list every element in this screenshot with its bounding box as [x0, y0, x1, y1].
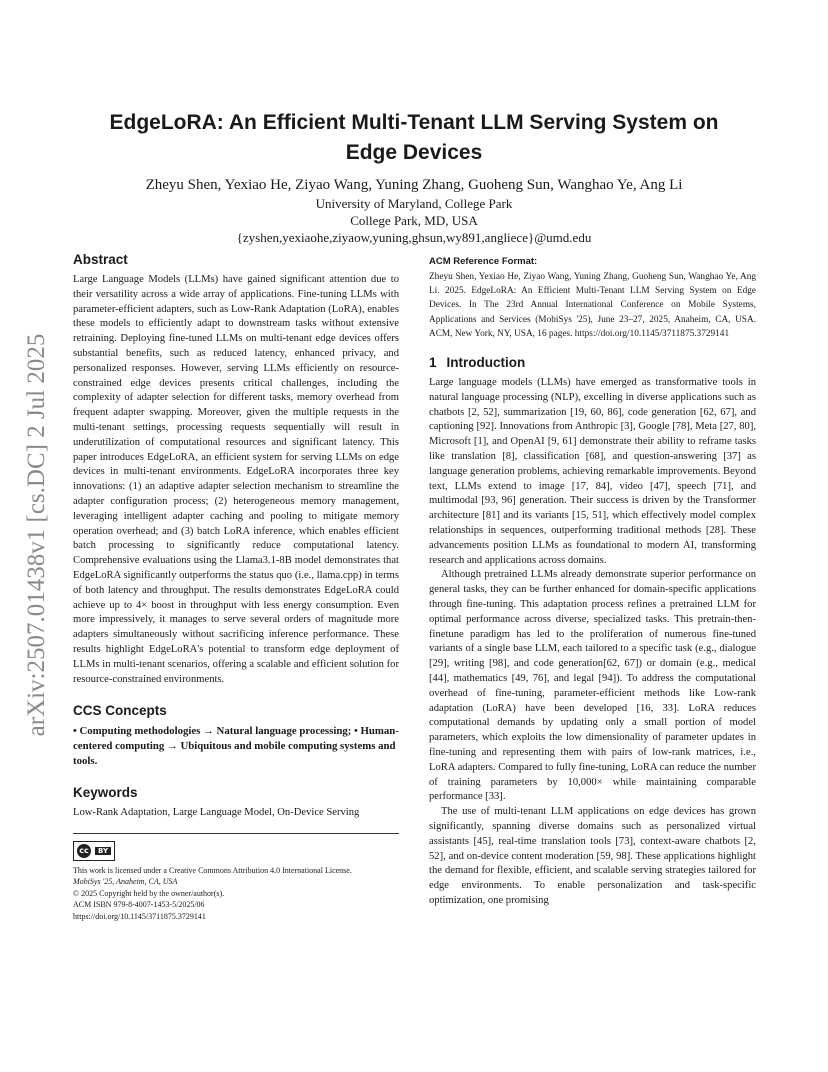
- title-line-1: EdgeLoRA: An Efficient Multi-Tenant LLM Serving System on: [109, 111, 719, 134]
- left-column: [73, 252, 399, 922]
- paper-title: [60, 108, 768, 168]
- acm-ref-text: Zheyu Shen, Yexiao He, Ziyao Wang, Yuning Zhang, Guoheng Sun, Wanghao Ye, Ang Li. 2025. EdgeLoRA: An Efficient Multi-Tenant LLM Serving System on Edge Devices. In The 23rd Annual International Conference on Mobile Systems, Applications and Services (MobiSys '25), June 23–27, 2025, Anaheim, CA, USA. ACM, New York, NY, USA, 16 pages. https://doi.org/10.1145/3711875.3729141: [429, 272, 756, 339]
- arxiv-identifier: arXiv:2507.01438v1 [cs.DC] 2 Jul 2025: [23, 333, 50, 737]
- author-list: Zheyu Shen, Yexiao He, Ziyao Wang, Yuning Zhang, Guoheng Sun, Wanghao Ye, Ang Li: [145, 177, 683, 193]
- keywords-text: Low-Rank Adaptation, Large Language Model, On-Device Serving: [73, 806, 360, 818]
- cc-by-license-icon: [73, 841, 115, 861]
- venue-line: MobiSys '25, Anaheim, CA, USA: [73, 877, 178, 886]
- right-column: [429, 256, 756, 909]
- email-list: {zyshen,yexiaohe,ziyaow,yuning,ghsun,wy891,angliece}@umd.edu: [236, 230, 592, 245]
- location: College Park, MD, USA: [350, 213, 478, 228]
- section-title: Introduction: [446, 355, 526, 371]
- ccs-text: • Computing methodologies → Natural language processing; • Human-centered computing → Ubiquitous and mobile computing systems and tools.: [73, 725, 399, 767]
- title-line-2: Edge Devices: [345, 141, 483, 164]
- copyright-line: © 2025 Copyright held by the owner/author(s).: [73, 888, 225, 898]
- introduction-heading: [429, 355, 756, 370]
- abstract-text: Large Language Models (LLMs) have gained significant attention due to their versatility across a wide array of applications. Fine-tuning LLMs with parameter-efficient adapters, such as Low-Rank Adaptation (LoRA), enables these models to efficiently adapt to downstream tasks without extensive retraining. Deploying fine-tuned LLMs on multi-tenant edge devices offers substantial benefits, such as reduced latency, enhanced privacy, and personalized responses. However, serving LLMs efficiently on resource-constrained edge devices presents critical challenges, including the complexity of adapter selection for different tasks, memory overhead from frequent adapter swapping. Moreover, given the multiple requests in the multi-tenant settings, processing requests sequentially will result in underutilization of computational resources and significant latency. This paper introduces EdgeLoRA, an efficient system for serving LLMs on edge devices in multi-tenant environments. EdgeLoRA incorporates three key innovations: (1) an adaptive adapter selection mechanism to streamline the adapter configuration process; (2) heterogeneous memory management, leveraging intelligent adapter caching and pooling to mitigate memory operation overhead; and (3) batch LoRA inference, which enables efficient batch processing to significantly reduce computational latency. Comprehensive evaluations using the Llama3.1-8B model demonstrates that EdgeLoRA significantly outperforms the status quo (i.e., llama.cpp) in terms of both latency and throughput. The results demonstrates EdgeLoRA could achieve up to 4× boost in throughput with less energy consumption. Even more impressively, it manages to serve several orders of magnitude more adapters simultaneously without sacrificing inference performance. These results highlight EdgeLoRA's potential to transform edge deployment of LLMs in multi-tenant scenarios, offering a scalable and efficient solution for resource-constrained environments.: [73, 274, 399, 685]
- affiliation: University of Maryland, College Park: [315, 196, 513, 211]
- abstract-heading: Abstract: [73, 252, 128, 267]
- acm-ref-heading: ACM Reference Format:: [429, 256, 538, 267]
- doi-line[interactable]: https://doi.org/10.1145/3711875.3729141: [73, 911, 206, 921]
- license-footnote: [73, 865, 399, 923]
- keywords-heading: Keywords: [73, 784, 138, 800]
- license-line: This work is licensed under a Creative Commons Attribution 4.0 International License.: [73, 865, 352, 875]
- section-number: 1: [429, 355, 437, 371]
- ccs-heading: CCS Concepts: [73, 703, 167, 719]
- isbn-line: ACM ISBN 979-8-4007-1453-5/2025/06: [73, 900, 205, 909]
- cc-icon: cc: [77, 844, 91, 858]
- intro-paragraph-1: Large language models (LLMs) have emerged as transformative tools in natural language processing (NLP), excelling in diverse applications such as chatbots [2, 52], summarization [19, 60, 86], code generation [62, 67], and captioning [92]. Innovations from Anthropic [3], Google [78], Meta [27, 80], Microsoft [1], and OpenAI [9, 61] demonstrate their ability to reframe tasks like translation [8], classification [68], and question-answering [37] as language generation problems, achieving remarkable improvements. Beyond text, LLMs extend to image [17, 84], video [47], speech [71], and multimodal [93, 96] generation. Their success is driven by the Transformer architecture [81] and its variants [15, 51], which effectively model complex relationships in sequences, outperforming traditional methods [28]. These advancements position LLMs as foundational to modern AI, transforming research and applications across domains.: [429, 377, 756, 566]
- arxiv-sidebar: [20, 315, 54, 755]
- intro-paragraph-3: The use of multi-tenant LLM applications on edge devices has grown significantly, spanning diverse domains such as personalized virtual assistants [45], real-time translation tools [73], context-aware chatbots [2, 52], and on-device content moderation [59, 98]. These applications highlight the demand for flexible, efficient, and scalable serving strategies tailored for edge environments. To enable personalization and task-specific optimization, one promising: [429, 806, 756, 906]
- intro-paragraph-2: Although pretrained LLMs already demonstrate superior performance on general tasks, they can be further enhanced for domain-specific applications through fine-tuning. This adaptation process refines a pretrained LLM for optimal performance across diverse, specialized tasks. This pretrain-then-finetune paradigm has led to the proliferation of numerous fine-tuned variants of a single base LLM, each tailored to a specific task (e.g., dialogue [29], writing [98], and code generation[62, 67]) or domain (e.g., medical [44], mathematics [49, 76], and legal [94]). To address the computational overhead of fine-tuning, parameter-efficient methods like Low-rank adaptation (LoRA) have been developed [16, 33]. LoRA reduces computational demands by updating only a small portion of model parameters, which exploits the low dimensionality of parameter updates in fine-tuning and representing them with pairs of low-rank matrices, i.e., LoRA adapters. Compared to fully fine-tuning, LoRA can reduce the number of training parameters by 10,000× while maintaining comparable performance [33].: [429, 569, 756, 803]
- footnote-divider: [73, 833, 399, 834]
- by-icon: BY: [95, 847, 111, 855]
